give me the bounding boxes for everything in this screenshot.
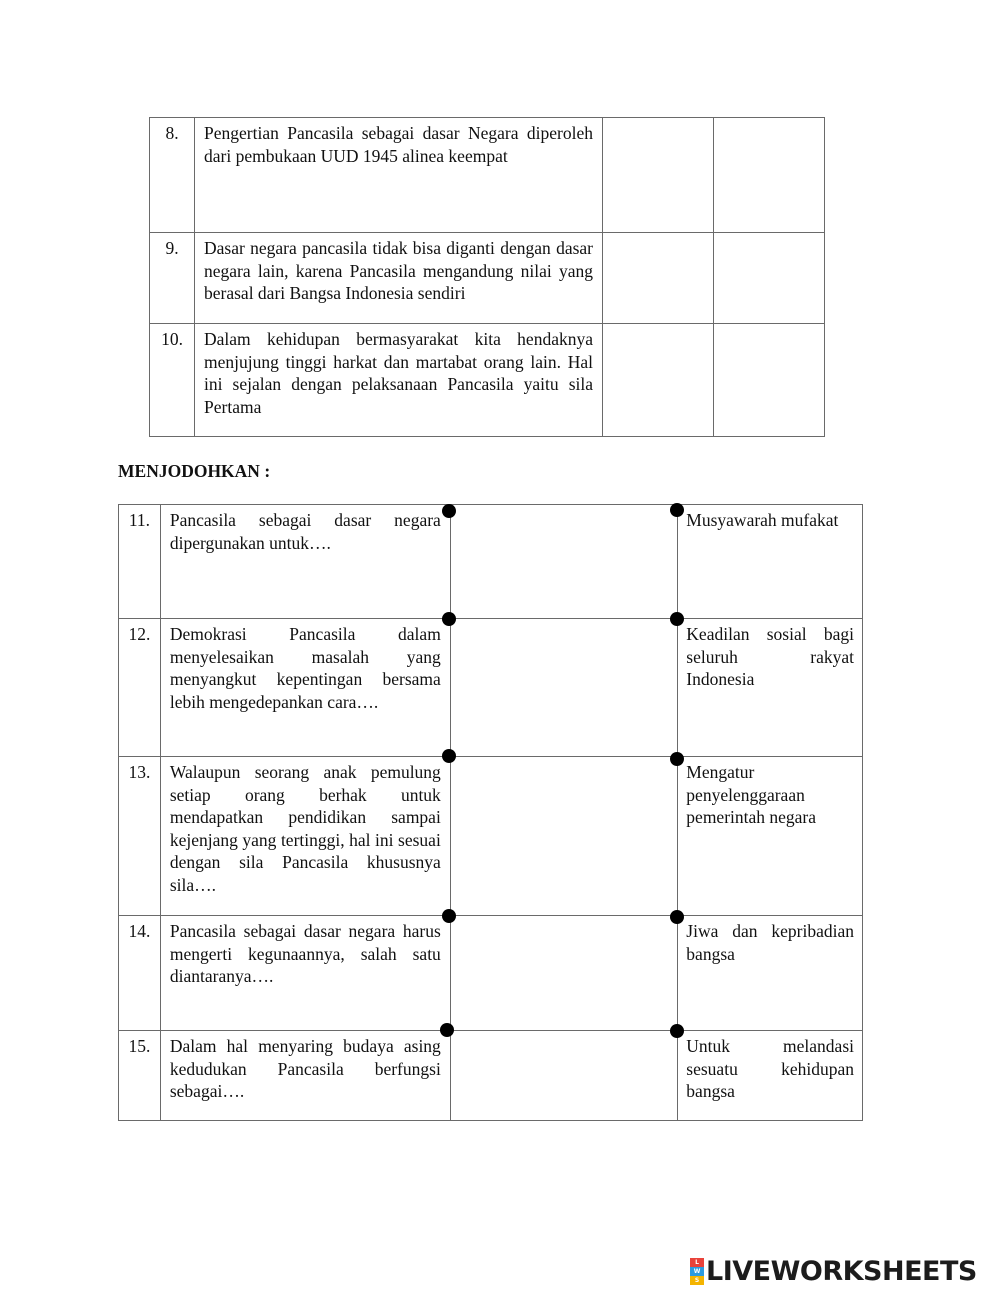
matching-question: Demokrasi Pancasila dalam menyelesaikan masalah yang menyangkut kepentingan bersama lebih mengedepankan cara…. <box>160 619 450 757</box>
answer-box-false[interactable] <box>714 118 825 233</box>
question-number: 14. <box>119 916 161 1031</box>
question-number: 13. <box>119 757 161 916</box>
table-row <box>119 916 863 1031</box>
matching-line-area[interactable] <box>450 916 677 1031</box>
answer-box-true[interactable] <box>603 324 714 437</box>
left-connector-dot[interactable] <box>442 909 456 923</box>
right-connector-dot[interactable] <box>670 503 684 517</box>
question-statement: Pengertian Pancasila sebagai dasar Negara diperoleh dari pembukaan UUD 1945 alinea keempat <box>195 118 603 233</box>
matching-answer: Musyawarah mufakat <box>678 505 863 619</box>
question-number: 11. <box>119 505 161 619</box>
right-connector-dot[interactable] <box>670 1024 684 1038</box>
left-connector-dot[interactable] <box>442 504 456 518</box>
question-statement: Dasar negara pancasila tidak bisa diganti dengan dasar negara lain, karena Pancasila mengandung nilai yang berasal dari Bangsa Indonesia sendiri <box>195 233 603 324</box>
matching-question: Dalam hal menyaring budaya asing kedudukan Pancasila berfungsi sebagai…. <box>160 1031 450 1121</box>
true-false-table <box>149 117 825 437</box>
right-connector-dot[interactable] <box>670 612 684 626</box>
liveworksheets-logo <box>690 1257 977 1285</box>
question-number: 10. <box>150 324 195 437</box>
matching-question: Pancasila sebagai dasar negara dipergunakan untuk…. <box>160 505 450 619</box>
matching-answer: Jiwa dan kepribadian bangsa <box>678 916 863 1031</box>
table-row <box>119 757 863 916</box>
right-connector-dot[interactable] <box>670 752 684 766</box>
question-number: 9. <box>150 233 195 324</box>
answer-box-true[interactable] <box>603 118 714 233</box>
matching-answer: Keadilan sosial bagi seluruh rakyat Indonesia <box>678 619 863 757</box>
table-row <box>119 619 863 757</box>
question-statement: Dalam kehidupan bermasyarakat kita hendaknya menjujung tinggi harkat dan martabat orang lain. Hal ini sejalan dengan pelaksanaan Pancasila yaitu sila Pertama <box>195 324 603 437</box>
matching-line-area[interactable] <box>450 619 677 757</box>
left-connector-dot[interactable] <box>442 612 456 626</box>
left-connector-dot[interactable] <box>440 1023 454 1037</box>
matching-answer: Mengatur penyelenggaraan pemerintah negara <box>678 757 863 916</box>
left-connector-dot[interactable] <box>442 749 456 763</box>
section-title: MENJODOHKAN : <box>118 461 271 481</box>
liveworksheets-icon: L W S <box>690 1258 704 1285</box>
question-number: 15. <box>119 1031 161 1121</box>
matching-line-area[interactable] <box>450 1031 677 1121</box>
table-row <box>119 1031 863 1121</box>
matching-question: Walaupun seorang anak pemulung setiap orang berhak untuk mendapatkan pendidikan sampai kejenjang yang tertinggi, hal ini sesuai dengan sila Pancasila khususnya sila…. <box>160 757 450 916</box>
table-row <box>119 505 863 619</box>
answer-box-false[interactable] <box>714 233 825 324</box>
matching-answer: Untuk melandasi sesuatu kehidupan bangsa <box>678 1031 863 1121</box>
logo-text: LIVEWORKSHEETS <box>706 1255 977 1287</box>
question-number: 8. <box>150 118 195 233</box>
matching-question: Pancasila sebagai dasar negara harus mengerti kegunaannya, salah satu diantaranya…. <box>160 916 450 1031</box>
right-connector-dot[interactable] <box>670 910 684 924</box>
table-row <box>150 233 825 324</box>
table-row <box>150 324 825 437</box>
answer-box-false[interactable] <box>714 324 825 437</box>
matching-line-area[interactable] <box>450 757 677 916</box>
table-row <box>150 118 825 233</box>
matching-line-area[interactable] <box>450 505 677 619</box>
matching-table <box>118 504 863 1121</box>
answer-box-true[interactable] <box>603 233 714 324</box>
question-number: 12. <box>119 619 161 757</box>
